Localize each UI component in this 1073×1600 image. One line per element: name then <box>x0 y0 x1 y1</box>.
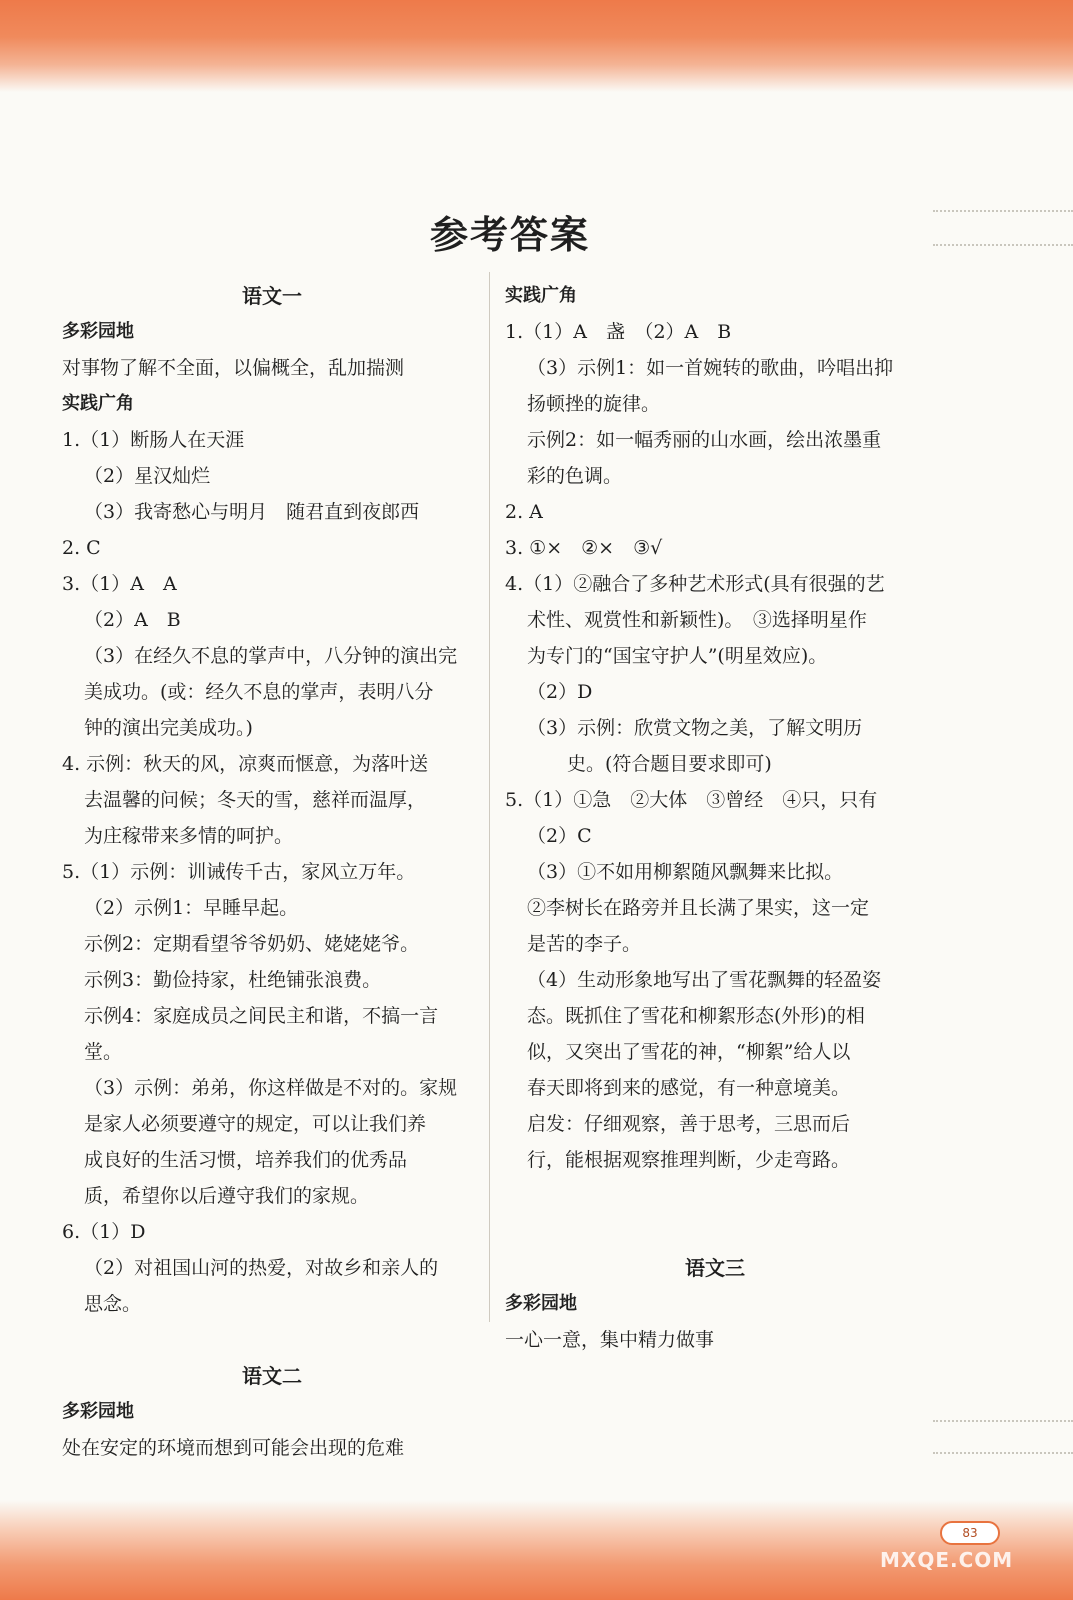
spacer <box>62 1322 482 1358</box>
answer-line: 是苦的李子。 <box>527 933 642 955</box>
answer-line: （2）星汉灿烂 <box>84 465 211 487</box>
answer-line: （3）①不如用柳絮随风飘舞来比拟。 <box>527 861 844 883</box>
top-decor-band <box>0 0 1073 92</box>
answer-line: （2）C <box>527 825 592 847</box>
answer-line: 是家人必须要遵守的规定，可以让我们养 <box>84 1113 427 1135</box>
answer-line: 彩的色调。 <box>527 465 623 487</box>
answer-line: （2）D <box>527 681 593 703</box>
answer-line: （3）我寄愁心与明月 随君直到夜郎西 <box>84 501 420 523</box>
answer-line: 去温馨的问候；冬天的雪，慈祥而温厚， <box>84 789 427 811</box>
answer-line: （4）生动形象地写出了雪花飘舞的轻盈姿 <box>527 969 882 991</box>
answer-line: 3. ①× ②× ③√ <box>505 537 663 559</box>
answer-line: （3）示例：弟弟，你这样做是不对的。家规 <box>84 1077 458 1099</box>
spacer <box>505 1214 925 1250</box>
answer-line: （2）示例1：早睡早起。 <box>84 897 299 919</box>
answer-line: 示例2：如一幅秀丽的山水画，绘出浓墨重 <box>527 429 882 451</box>
answer-line: （3）示例1：如一首婉转的歌曲，吟唱出抑 <box>527 357 894 379</box>
answer-line: 钟的演出完美成功。) <box>84 717 253 739</box>
left-column <box>62 278 482 1466</box>
answer-line: 一心一意，集中精力做事 <box>505 1329 715 1351</box>
watermark-logo: MXQE.COM <box>880 1548 1014 1572</box>
answer-line: 示例3：勤俭持家，杜绝铺张浪费。 <box>84 969 382 991</box>
answer-line: 2. C <box>62 537 101 559</box>
subsection-heading: 实践广角 <box>62 393 134 414</box>
answer-line: 成良好的生活习惯，培养我们的优秀品 <box>84 1149 408 1171</box>
answer-line: 6.（1）D <box>62 1221 146 1243</box>
answer-line: 对事物了解不全面，以偏概全，乱加揣测 <box>62 357 405 379</box>
section-title: 语文一 <box>242 284 302 308</box>
answer-line: 史。(符合题目要求即可) <box>567 753 772 775</box>
answer-line: 态。既抓住了雪花和柳絮形态(外形)的相 <box>527 1005 865 1027</box>
answer-line: 4. 示例：秋天的风，凉爽而惬意，为落叶送 <box>62 753 429 775</box>
answer-line: 春天即将到来的感觉，有一种意境美。 <box>527 1077 851 1099</box>
answer-line: 4.（1）②融合了多种艺术形式(具有很强的艺 <box>505 573 885 595</box>
section-title: 语文三 <box>685 1256 745 1280</box>
margin-dots <box>933 1420 1073 1422</box>
answer-line: 启发：仔细观察，善于思考，三思而后 <box>527 1113 851 1135</box>
subsection-heading: 多彩园地 <box>62 1401 134 1422</box>
answer-line: 行，能根据观察推理判断，少走弯路。 <box>527 1149 851 1171</box>
answer-line: （2）对祖国山河的热爱，对故乡和亲人的 <box>84 1257 439 1279</box>
page-title: 参考答案 <box>429 212 590 257</box>
right-column <box>505 278 925 1358</box>
answer-line: 1.（1）A 盏 （2）A B <box>505 321 732 343</box>
answer-line: ②李树长在路旁并且长满了果实，这一定 <box>527 897 870 919</box>
answer-line: （2）A B <box>84 609 181 631</box>
answer-line: 1.（1）断肠人在天涯 <box>62 429 245 451</box>
subsection-heading: 多彩园地 <box>505 1293 577 1314</box>
spacer <box>505 1178 925 1214</box>
answer-line: 为专门的“国宝守护人”(明星效应)。 <box>527 645 828 667</box>
answer-line: 扬顿挫的旋律。 <box>527 393 661 415</box>
answer-line: 质，希望你以后遵守我们的家规。 <box>84 1185 370 1207</box>
section-title: 语文二 <box>242 1364 302 1388</box>
answer-line: 处在安定的环境而想到可能会出现的危难 <box>62 1437 405 1459</box>
answer-line: 示例4：家庭成员之间民主和谐，不搞一言 <box>84 1005 439 1027</box>
answer-line: 示例2：定期看望爷爷奶奶、姥姥姥爷。 <box>84 933 420 955</box>
answer-line: 术性、观赏性和新颖性)。 ③选择明星作 <box>527 609 867 631</box>
answer-line: 美成功。(或：经久不息的掌声，表明八分 <box>84 681 434 703</box>
answer-line: （3）示例：欣赏文物之美，了解文明历 <box>527 717 863 739</box>
page-number: 83 <box>940 1521 1000 1545</box>
answer-line: 似，又突出了雪花的神，“柳絮”给人以 <box>527 1041 851 1063</box>
column-divider <box>489 272 490 1322</box>
answer-line: 3.（1）A A <box>62 573 177 595</box>
answer-line: 5.（1）示例：训诫传千古，家风立万年。 <box>62 861 416 883</box>
subsection-heading: 多彩园地 <box>62 321 134 342</box>
answer-line: 2. A <box>505 501 543 523</box>
answer-line: 为庄稼带来多情的呵护。 <box>84 825 294 847</box>
answer-line: 5.（1）①急 ②大体 ③曾经 ④只，只有 <box>505 789 878 811</box>
margin-dots <box>933 1452 1073 1454</box>
subsection-heading: 实践广角 <box>505 285 577 306</box>
answer-line: （3）在经久不息的掌声中，八分钟的演出完 <box>84 645 458 667</box>
answer-line: 堂。 <box>84 1041 123 1063</box>
answer-line: 思念。 <box>84 1293 142 1315</box>
